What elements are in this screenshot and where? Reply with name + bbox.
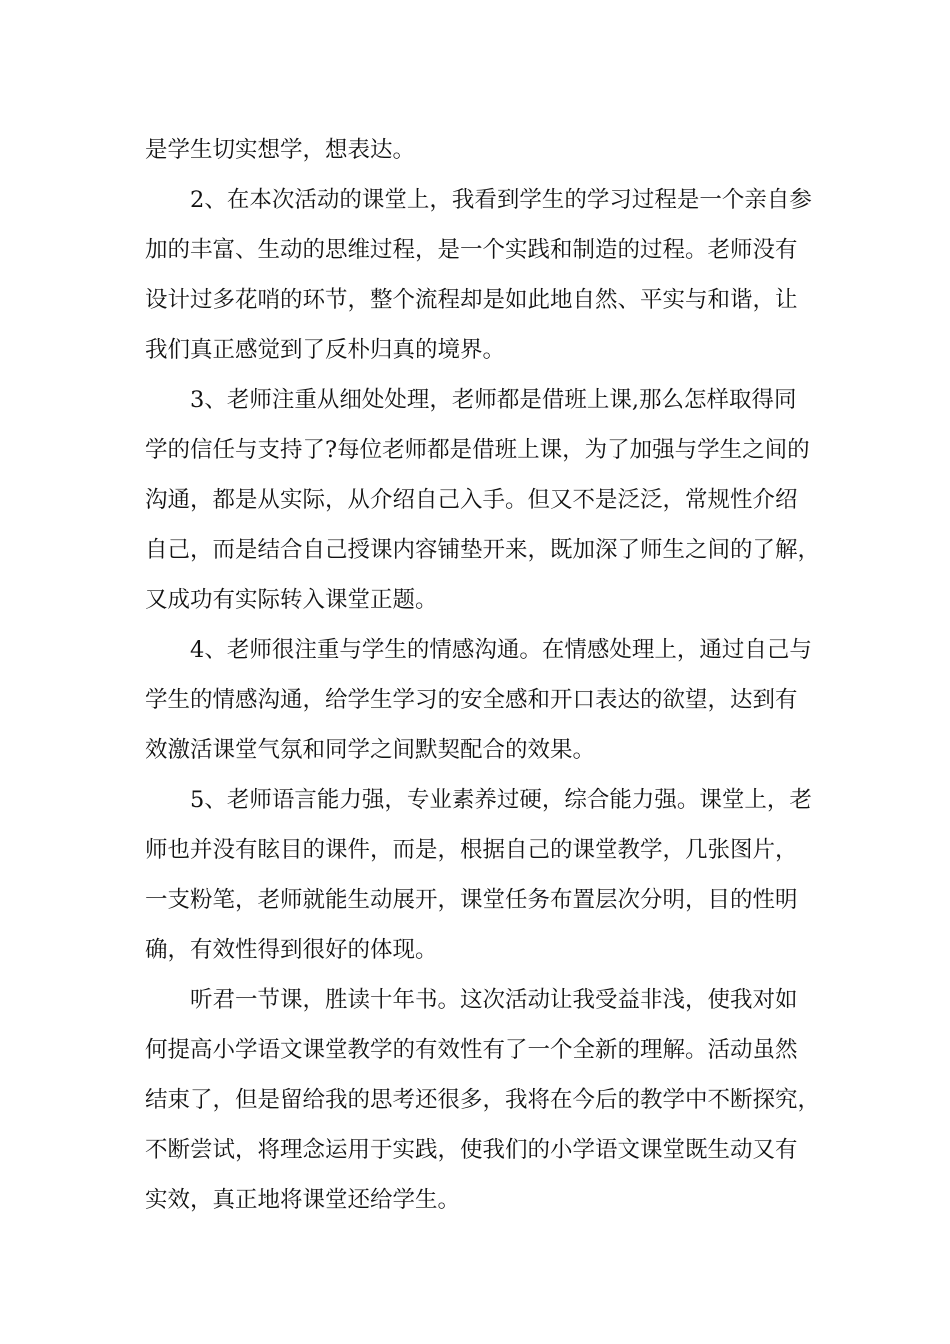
text-line: 我们真正感觉到了反朴归真的境界。 xyxy=(145,337,506,363)
text-line: 学生的情感沟通，给学生学习的安全感和开口表达的欲望，达到有 xyxy=(145,687,798,713)
text-line: 沟通，都是从实际，从介绍自己入手。但又不是泛泛，常规性介绍 xyxy=(145,487,798,513)
text-line: 自己，而是结合自己授课内容铺垫开来，既加深了师生之间的了解， xyxy=(145,537,821,563)
text-line: 确，有效性得到很好的体现。 xyxy=(145,937,438,963)
text-line: 4、老师很注重与学生的情感沟通。在情感处理上，通过自己与 xyxy=(190,637,812,663)
text-line: 结束了，但是留给我的思考还很多，我将在今后的教学中不断探究， xyxy=(145,1087,821,1113)
text-line: 何提高小学语文课堂教学的有效性有了一个全新的理解。活动虽然 xyxy=(145,1037,798,1063)
text-line: 加的丰富、生动的思维过程，是一个实践和制造的过程。老师没有 xyxy=(145,237,798,263)
text-line: 5、老师语言能力强，专业素养过硬，综合能力强。课堂上，老 xyxy=(190,787,812,813)
text-line: 学的信任与支持了?每位老师都是借班上课，为了加强与学生之间的 xyxy=(145,437,810,463)
text-line: 听君一节课，胜读十年书。这次活动让我受益非浅，使我对如 xyxy=(190,987,798,1013)
text-line: 实效，真正地将课堂还给学生。 xyxy=(145,1187,461,1213)
text-line: 2、在本次活动的课堂上，我看到学生的学习过程是一个亲自参 xyxy=(190,187,812,213)
text-line: 效激活课堂气氛和同学之间默契配合的效果。 xyxy=(145,737,596,763)
text-line: 3、老师注重从细处处理，老师都是借班上课,那么怎样取得同 xyxy=(190,387,797,413)
text-line: 是学生切实想学，想表达。 xyxy=(145,137,416,163)
text-line: 又成功有实际转入课堂正题。 xyxy=(145,587,438,613)
text-line: 不断尝试，将理念运用于实践，使我们的小学语文课堂既生动又有 xyxy=(145,1137,798,1163)
text-line: 师也并没有眩目的课件，而是，根据自己的课堂教学，几张图片， xyxy=(145,837,798,863)
text-line: 设计过多花哨的环节，整个流程却是如此地自然、平实与和谐，让 xyxy=(145,287,798,313)
text-line: 一支粉笔，老师就能生动展开，课堂任务布置层次分明，目的性明 xyxy=(145,887,798,913)
